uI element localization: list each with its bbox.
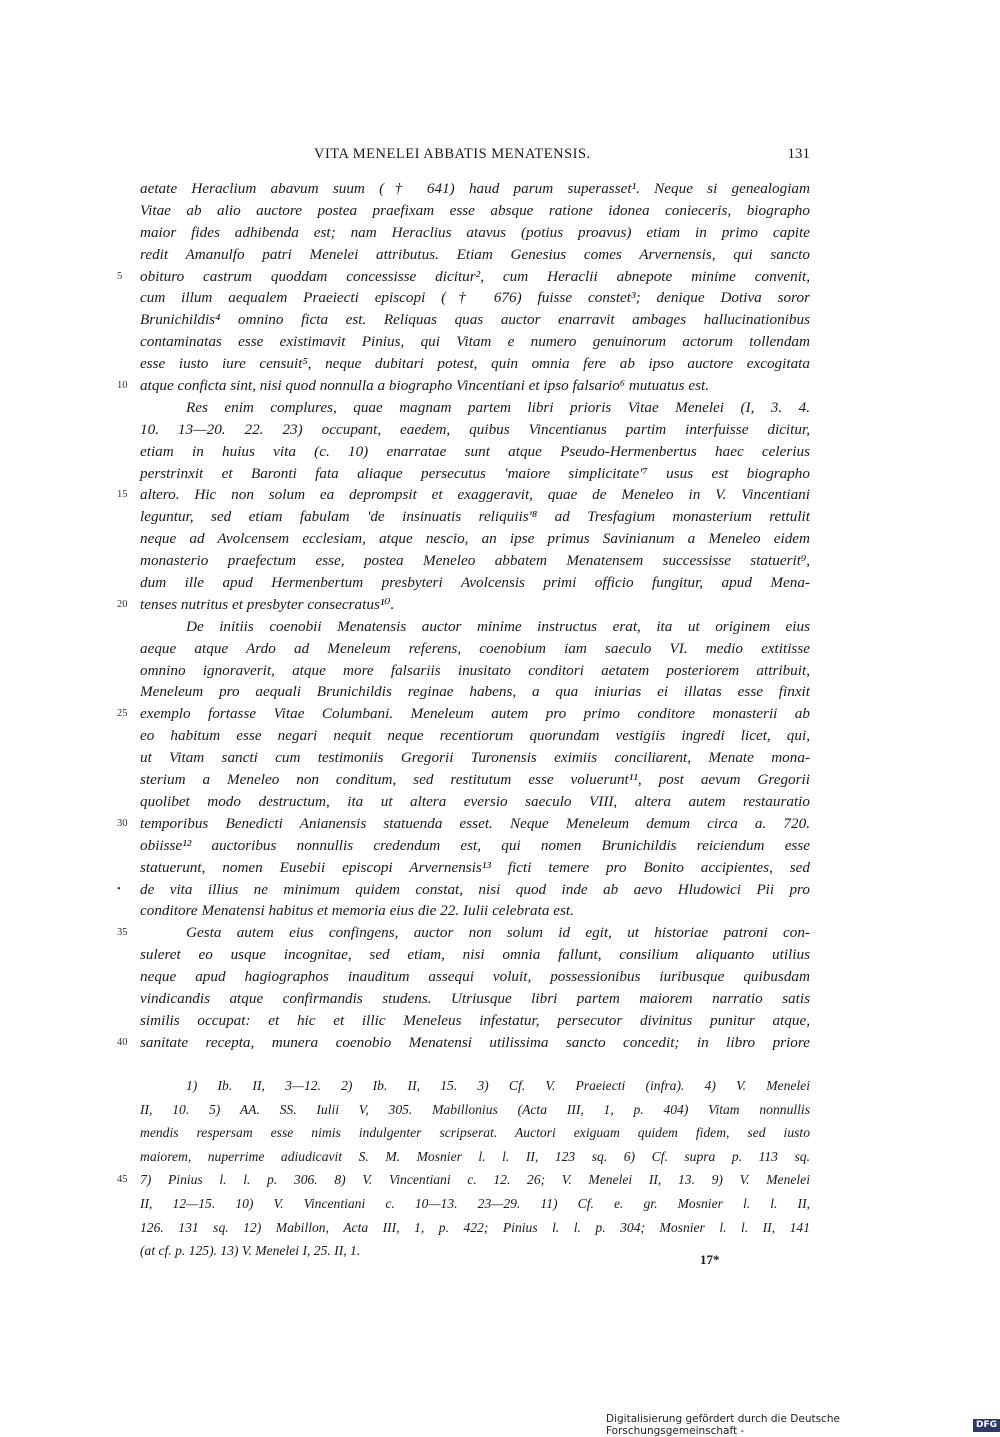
line-text: altero. Hic non solum ea deprompsit et exaggeravit, quae de Meneleo in V. Vincentiani <box>140 486 810 504</box>
text-line <box>140 528 810 550</box>
line-text: exemplo fortasse Vitae Columbani. Meneleum autem pro primo conditore monasterii ab <box>140 705 810 723</box>
text-line <box>140 769 810 791</box>
line-number: 35 <box>117 927 128 939</box>
line-text: 7) Pinius l. l. p. 306. 8) V. Vincentiani c. 12. 26; V. Menelei II, 13. 9) V. Menelei <box>140 1172 810 1188</box>
line-text: aeque atque Ardo ad Meneleum referens, coenobium iam saeculo VI. medio extitisse <box>140 639 810 657</box>
line-text: similis occupat: et hic et illic Meneleus infestatur, persecutor divinitus punitur atque, <box>140 1011 810 1029</box>
line-text: 10. 13—20. 22. 23) occupant, eaedem, quibus Vincentianus partim interfuisse dicitur, <box>140 420 810 438</box>
text-line <box>140 550 810 572</box>
line-number: • <box>117 883 121 895</box>
line-text: neque apud hagiographos inauditum assequi voluit, possessionibus iuribusque quibusdam <box>140 968 810 986</box>
footnote-line <box>140 1074 810 1098</box>
text-line <box>140 1010 810 1032</box>
line-text: Gesta autem eius confingens, auctor non solum id egit, ut historiae patroni con- <box>186 924 810 942</box>
text-line <box>140 988 810 1010</box>
text-line <box>140 944 810 966</box>
line-text: atque conficta sint, nisi quod nonnulla a biographo Vincentiani et ipso falsario⁶ mutuatus est. <box>140 377 710 395</box>
line-number: 40 <box>117 1036 128 1048</box>
text-line <box>140 747 810 769</box>
line-text: Brunichildis⁴ omnino ficta est. Reliquas quas auctor enarravit ambages hallucinationibus <box>140 311 810 329</box>
text-line <box>117 813 810 835</box>
line-text: redit Amanulfo patri Menelei attributus. Etiam Genesius comes Arvernensis, qui sancto <box>140 245 810 263</box>
text-line <box>140 900 810 922</box>
text-line <box>140 835 810 857</box>
line-text: tenses nutritus et presbyter consecratus¹⁰. <box>140 595 395 613</box>
footnote-line <box>140 1216 810 1240</box>
text-line <box>140 681 810 703</box>
line-text: cum illum aequalem Praeiecti episcopi († 676) fuisse constet³; denique Dotiva soror <box>140 289 810 307</box>
line-text: 1) Ib. II, 3—12. 2) Ib. II, 15. 3) Cf. V. Praeiecti (infra). 4) V. Menelei <box>186 1078 810 1093</box>
text-line <box>140 660 810 682</box>
line-number: 15 <box>117 489 128 501</box>
line-text: Res enim complures, quae magnam partem libri prioris Vitae Menelei (I, 3. 4. <box>186 398 810 416</box>
text-line <box>117 1032 810 1054</box>
text-line <box>117 922 810 944</box>
text-line <box>140 419 810 441</box>
line-text: maior fides adhibenda est; nam Heraclius atavus (potius proavus) etiam in primo capite <box>140 223 810 241</box>
text-line <box>117 266 810 288</box>
text-line <box>140 616 810 638</box>
line-text: sanitate recepta, munera coenobio Menatensi utilissima sancto concedit; in libro priore <box>140 1033 810 1051</box>
footnote-line <box>117 1168 810 1192</box>
footnote-line <box>140 1098 810 1122</box>
footnote-line <box>140 1192 810 1216</box>
text-line <box>117 594 810 616</box>
line-text: suleret eo usque incognitae, sed etiam, nisi omnia fallunt, consilium aliquanto utilius <box>140 946 810 964</box>
line-text: sterium a Meneleo non conditum, sed restitutum esse voluerunt¹¹, post aevum Gregorii <box>140 771 810 789</box>
line-text: contaminatas esse existimavit Pinius, qui Vitam e numero genuinorum actorum tollendam <box>140 333 810 351</box>
line-text: etiam in huius vita (c. 10) enarratae sunt atque Pseudo-Hermenbertus haec celerius <box>140 442 810 460</box>
line-text: II, 10. 5) AA. SS. Iulii V, 305. Mabillonius (Acta III, 1, p. 404) Vitam nonnullis <box>140 1101 810 1117</box>
line-text: monasterio praefectum esse, postea Meneleo abbatem Menatensem successisse statuerit⁹, <box>140 552 810 570</box>
credit-text: Digitalisierung gefördert durch die Deutsche Forschungsgemeinschaft - <box>606 1413 840 1437</box>
line-text: maiorem, nuperrime adiudicavit S. M. Mosnier l. l. II, 123 sq. 6) Cf. supra p. 113 sq. <box>140 1148 810 1164</box>
line-text: ut Vitam sancti cum testimoniis Gregorii Turonensis eximiis conciliarent, Menate mona- <box>140 749 810 767</box>
line-text: mendis respersam esse nimis indulgenter scripserat. Auctori exiguam quidem fidem, sed iusto <box>140 1125 810 1141</box>
digitization-credit <box>606 1413 1000 1437</box>
line-number: 25 <box>117 708 128 720</box>
running-header <box>314 146 810 168</box>
text-line <box>140 287 810 309</box>
line-text: perstrinxit et Baronti fata aliaque persecutus 'maiore simplicitate'⁷ usus est biographo <box>140 464 810 482</box>
line-text: conditore Menatensi habitus et memoria eius die 22. Iulii celebrata est. <box>140 902 574 920</box>
line-text: dum ille apud Hermenbertum presbyteri Avolcensis primi officio fungitur, apud Mena- <box>140 574 810 592</box>
line-number: 5 <box>117 270 123 282</box>
line-text: De initiis coenobii Menatensis auctor minime instructus erat, ita ut originem eius <box>186 617 810 635</box>
line-text: vindicandis atque confirmandis studens. Utriusque libri partem maiorem narratio satis <box>140 989 810 1007</box>
line-text: eo habitum esse negari nequit neque recentiorum quorundam vestigiis ingredi licet, qui, <box>140 727 810 745</box>
line-text: temporibus Benedicti Anianensis statuenda esset. Neque Meneleum demum circa a. 720. <box>140 814 810 832</box>
text-line <box>117 484 810 506</box>
line-text: omnino ignoraverit, atque more falsariis inusitato conditori aetatem posteriorem attribuit, <box>140 661 810 679</box>
line-text: aetate Heraclium abavum suum († 641) haud parum superasset¹. Neque si genealogiam <box>140 180 810 197</box>
dfg-logo-icon: DFG <box>973 1419 1000 1432</box>
signature-mark: 17* <box>700 1252 720 1267</box>
text-line <box>140 857 810 879</box>
text-line <box>140 725 810 747</box>
text-line <box>140 791 810 813</box>
text-line <box>140 463 810 485</box>
line-text: leguntur, sed etiam fabulam 'de insinuatis reliquiis'⁸ ad Tresfagium monasterium rettulit <box>140 508 810 526</box>
line-text: obiisse¹² auctoribus nonnullis credendum est, qui nomen Brunichildis reiciendum esse <box>140 836 810 854</box>
line-text: quolibet modo destructum, ita ut altera eversio saeculo VIII, altera autem restauratio <box>140 792 810 810</box>
text-line <box>140 397 810 419</box>
main-text <box>117 178 810 1054</box>
text-line <box>140 200 810 222</box>
text-line <box>117 375 810 397</box>
line-text: II, 12—15. 10) V. Vincentiani c. 10—13. 23—29. 11) Cf. e. gr. Mosnier l. l. II, <box>140 1195 810 1211</box>
line-number: 20 <box>117 598 128 610</box>
text-line <box>117 879 810 901</box>
text-line <box>140 506 810 528</box>
running-title: VITA MENELEI ABBATIS MENATENSIS. <box>314 146 591 162</box>
line-text: Vitae ab alio auctore postea praefixam esse absque ratione idonea conieceris, biographo <box>140 201 810 219</box>
line-text: (at cf. p. 125). 13) V. Menelei I, 25. II, 1. <box>140 1243 361 1259</box>
text-line <box>140 572 810 594</box>
text-line <box>140 244 810 266</box>
text-line <box>140 331 810 353</box>
line-text: neque ad Avolcensem ecclesiam, atque nescio, an ipse primus Savinianum a Meneleo eidem <box>140 530 810 548</box>
text-line <box>140 638 810 660</box>
line-text: 126. 131 sq. 12) Mabillon, Acta III, 1, p. 422; Pinius l. l. p. 304; Mosnier l. l. II, 141 <box>140 1219 810 1235</box>
line-text: Meneleum pro aequali Brunichildis reginae habens, a qua iniurias ei illatas esse finxit <box>140 683 810 701</box>
text-line <box>140 178 810 200</box>
footnotes <box>117 1074 810 1263</box>
line-number: 45 <box>117 1174 128 1186</box>
text-line <box>140 966 810 988</box>
line-number: 10 <box>117 380 128 392</box>
text-line <box>140 309 810 331</box>
text-line <box>140 441 810 463</box>
text-line <box>117 703 810 725</box>
page-number: 131 <box>787 146 810 162</box>
line-text: esse iusto iure censuit⁵, neque dubitari potest, quin omnia fere ab ipso auctore excogitata <box>140 355 810 373</box>
text-line <box>140 353 810 375</box>
line-text: statuerunt, nomen Eusebii episcopi Arvernensis¹³ ficti temere pro Bonito accipientes, sed <box>140 858 810 876</box>
footnote-line <box>140 1121 810 1145</box>
footnote-line <box>140 1145 810 1169</box>
line-text: obituro castrum quoddam concessisse dicitur², cum Heraclii abnepote minime convenit, <box>140 267 810 285</box>
line-text: de vita illius ne minimum quidem constat, nisi quod inde ab aevo Hludowici Pii pro <box>140 880 810 898</box>
line-number: 30 <box>117 817 128 829</box>
text-line <box>140 222 810 244</box>
